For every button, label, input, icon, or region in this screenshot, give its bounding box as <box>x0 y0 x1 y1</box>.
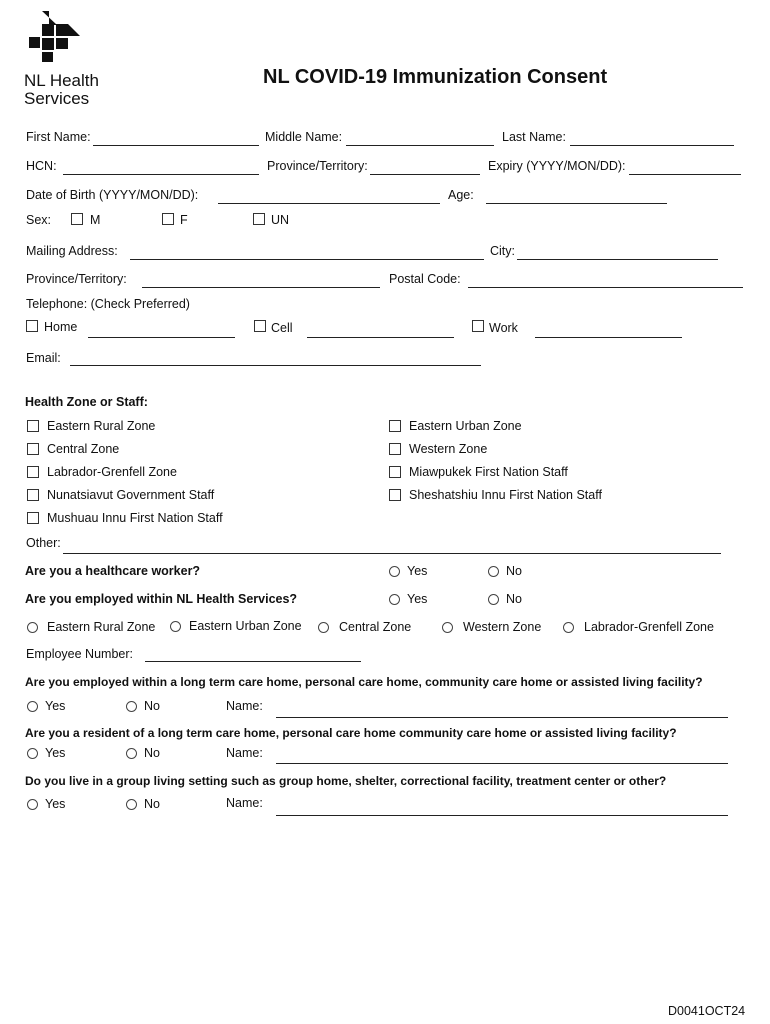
province-field[interactable] <box>370 174 480 175</box>
postal-code-label: Postal Code: <box>389 272 461 286</box>
zone-western-checkbox[interactable] <box>389 443 401 455</box>
group-living-yes-label: Yes <box>45 797 66 811</box>
province2-label: Province/Territory: <box>26 272 127 286</box>
zone-miawpukek-label: Miawpukek First Nation Staff <box>409 465 568 479</box>
province2-field[interactable] <box>142 287 380 288</box>
city-label: City: <box>490 244 515 258</box>
employed-nlhs-yes-radio[interactable] <box>389 594 400 605</box>
group-living-name-field[interactable] <box>276 815 728 816</box>
mailing-address-field[interactable] <box>130 259 484 260</box>
employed-nlhs-question: Are you employed within NL Health Services? <box>25 592 298 606</box>
group-living-no-radio[interactable] <box>126 799 137 810</box>
healthcare-worker-no-radio[interactable] <box>488 566 499 577</box>
ltc-employed-name-field[interactable] <box>276 717 728 718</box>
ltc-employed-yes-radio[interactable] <box>27 701 38 712</box>
employ-zone-eastern-rural-label: Eastern Rural Zone <box>47 620 156 634</box>
zone-eastern-urban-checkbox[interactable] <box>389 420 401 432</box>
employee-number-label: Employee Number: <box>26 647 133 661</box>
form-title: NL COVID-19 Immunization Consent <box>263 66 608 88</box>
work-phone-checkbox[interactable] <box>472 320 484 332</box>
zone-other-label: Other: <box>26 536 61 550</box>
zone-nunatsiavut-label: Nunatsiavut Government Staff <box>47 488 215 502</box>
health-zone-heading: Health Zone or Staff: <box>25 395 148 409</box>
ltc-resident-question: Are you a resident of a long term care home, personal care home community care home or assisted living facility? <box>25 726 677 740</box>
group-living-question: Do you live in a group living setting such as group home, shelter, correctional facility, treatment center or other? <box>25 774 667 788</box>
work-phone-label: Work <box>489 321 518 335</box>
cell-phone-field[interactable] <box>307 337 454 338</box>
home-phone-field[interactable] <box>88 337 235 338</box>
zone-sheshatshiu-label: Sheshatshiu Innu First Nation Staff <box>409 488 602 502</box>
sex-m-label: M <box>90 213 101 227</box>
middle-name-label: Middle Name: <box>265 130 343 144</box>
healthcare-worker-no-label: No <box>506 564 522 578</box>
age-label: Age: <box>448 188 474 202</box>
zone-eastern-rural-label: Eastern Rural Zone <box>47 419 156 433</box>
zone-labrador-grenfell-label: Labrador-Grenfell Zone <box>47 465 177 479</box>
first-name-field[interactable] <box>93 145 259 146</box>
zone-other-field[interactable] <box>63 553 721 554</box>
zone-labrador-grenfell-checkbox[interactable] <box>27 466 39 478</box>
ltc-resident-name-field[interactable] <box>276 763 728 764</box>
ltc-employed-name-label: Name: <box>226 699 263 713</box>
province-label: Province/Territory: <box>267 159 368 173</box>
zone-western-label: Western Zone <box>409 442 488 456</box>
hcn-field[interactable] <box>63 174 259 175</box>
city-field[interactable] <box>517 259 718 260</box>
expiry-field[interactable] <box>629 174 741 175</box>
ltc-employed-no-label: No <box>144 699 160 713</box>
email-field[interactable] <box>70 365 481 366</box>
expiry-label: Expiry (YYYY/MON/DD): <box>488 159 626 173</box>
ltc-employed-no-radio[interactable] <box>126 701 137 712</box>
nl-health-logo <box>24 10 114 110</box>
zone-eastern-urban-label: Eastern Urban Zone <box>409 419 522 433</box>
hcn-label: HCN: <box>26 159 57 173</box>
ltc-resident-name-label: Name: <box>226 746 263 760</box>
group-living-yes-radio[interactable] <box>27 799 38 810</box>
ltc-resident-yes-label: Yes <box>45 746 66 760</box>
healthcare-worker-question: Are you a healthcare worker? <box>25 564 201 578</box>
employ-zone-labrador-grenfell-label: Labrador-Grenfell Zone <box>584 620 714 634</box>
email-label: Email: <box>26 351 61 365</box>
employ-zone-labrador-grenfell-radio[interactable] <box>563 622 574 633</box>
employ-zone-western-radio[interactable] <box>442 622 453 633</box>
sex-f-label: F <box>180 213 188 227</box>
sex-label: Sex: <box>26 213 52 227</box>
logo-mark-icon <box>26 10 84 62</box>
employ-zone-eastern-urban-label: Eastern Urban Zone <box>189 619 302 633</box>
age-field[interactable] <box>486 203 667 204</box>
ltc-resident-no-radio[interactable] <box>126 748 137 759</box>
zone-eastern-rural-checkbox[interactable] <box>27 420 39 432</box>
sex-un-label: UN <box>271 213 290 227</box>
zone-central-label: Central Zone <box>47 442 120 456</box>
ltc-resident-yes-radio[interactable] <box>27 748 38 759</box>
sex-m-checkbox[interactable] <box>71 213 83 225</box>
cell-phone-label: Cell <box>271 321 293 335</box>
group-living-no-label: No <box>144 797 160 811</box>
postal-code-field[interactable] <box>468 287 743 288</box>
zone-central-checkbox[interactable] <box>27 443 39 455</box>
employ-zone-eastern-urban-radio[interactable] <box>170 621 181 632</box>
last-name-label: Last Name: <box>502 130 566 144</box>
employ-zone-central-label: Central Zone <box>339 620 412 634</box>
org-name-line1: NL Health <box>24 71 99 90</box>
employ-zone-western-label: Western Zone <box>463 620 542 634</box>
employed-nlhs-no-label: No <box>506 592 522 606</box>
dob-label: Date of Birth (YYYY/MON/DD): <box>26 188 199 202</box>
work-phone-field[interactable] <box>535 337 682 338</box>
employ-zone-central-radio[interactable] <box>318 622 329 633</box>
zone-miawpukek-checkbox[interactable] <box>389 466 401 478</box>
healthcare-worker-yes-radio[interactable] <box>389 566 400 577</box>
ltc-employed-yes-label: Yes <box>45 699 66 713</box>
group-living-name-label: Name: <box>226 796 263 810</box>
home-phone-checkbox[interactable] <box>26 320 38 332</box>
home-phone-label: Home <box>44 320 78 334</box>
employed-nlhs-yes-label: Yes <box>407 592 428 606</box>
zone-nunatsiavut-checkbox[interactable] <box>27 489 39 501</box>
dob-field[interactable] <box>218 203 440 204</box>
ltc-resident-no-label: No <box>144 746 160 760</box>
cell-phone-checkbox[interactable] <box>254 320 266 332</box>
healthcare-worker-yes-label: Yes <box>407 564 428 578</box>
employ-zone-eastern-rural-radio[interactable] <box>27 622 38 633</box>
last-name-field[interactable] <box>570 145 734 146</box>
sex-un-checkbox[interactable] <box>253 213 265 225</box>
sex-f-checkbox[interactable] <box>162 213 174 225</box>
employee-number-field[interactable] <box>145 661 361 662</box>
org-name-line2: Services <box>24 89 90 108</box>
ltc-employed-question: Are you employed within a long term care home, personal care home, community care home or assisted living facility? <box>25 675 703 689</box>
zone-mushuau-label: Mushuau Innu First Nation Staff <box>47 511 223 525</box>
first-name-label: First Name: <box>26 130 91 144</box>
mailing-address-label: Mailing Address: <box>26 244 118 258</box>
middle-name-field[interactable] <box>346 145 494 146</box>
form-code: D0041OCT24 <box>668 1004 746 1018</box>
zone-mushuau-checkbox[interactable] <box>27 512 39 524</box>
telephone-label: Telephone: (Check Preferred) <box>26 297 190 311</box>
zone-sheshatshiu-checkbox[interactable] <box>389 489 401 501</box>
employed-nlhs-no-radio[interactable] <box>488 594 499 605</box>
